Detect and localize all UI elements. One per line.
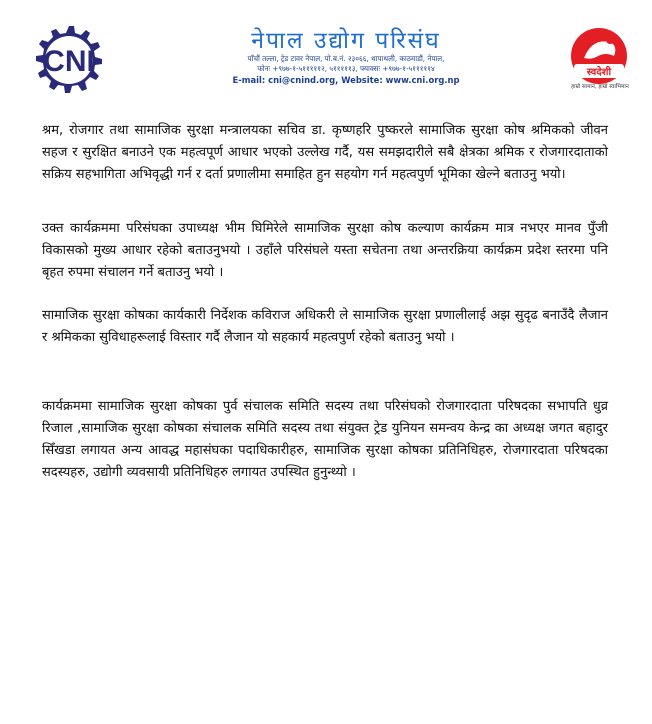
paragraph-1: श्रम, रोजगार तथा सामाजिक सुरक्षा मन्त्रालयका सचिव डा. कृष्णहरि पुष्करले सामाजिक सुरक्षा कोष श्रमिकको जीवन सहज र सुरक्षित बनाउने एक महत्वपूर्ण आधार भएको उल्लेख गर्दै, यस समझदारीले सबै क्षेत्रका श्रमिक र रोजगारदाताको सक्रिय सहभागिता अभिवृद्धी गर्न र दर्ता प्रणालीमा समाहित हुन सहयोग गर्न महत्वपुर्ण भूमिका खेल्ने बताउनु भयो।: [42, 123, 608, 182]
paragraph-3: सामाजिक सुरक्षा कोषका कार्यकारी निर्देशक कविराज अधिकरी ले सामाजिक सुरक्षा प्रणालीलाई अझ सुदृढ बनाउँदै लैजान र श्रमिकका सुविधाहरूलाई विस्तार गर्दै लैजान यो सहकार्य महत्वपुर्ण रहेको बताउनु भयो ।: [42, 308, 608, 345]
org-address: पाँचौं तल्ला, ट्रेड टावर नेपाल, पो.ब.नं. २३०६६, थापाथली, काठमाडौं, नेपाल,: [247, 54, 445, 63]
paragraph-4: कार्यक्रममा सामाजिक सुरक्षा कोषका पुर्व संचालक समिति सदस्य तथा परिसंघको रोजगारदाता परिषदका सभापति धुव्र रिजाल ,सामाजिक सुरक्षा कोषका संचालक समिति सदस्य तथा संयुक्त ट्रेड युनियन समन्वय केन्द्र का अध्यक्ष जगत बहादुर सिँखडा लगायत अन्य आवद्ध महासंघका पदाधिकारीहरु, सामाजिक सुरक्षा कोषका प्रतिनिधिहरु, रोजगारदाता परिषदका सदस्यहरु, उद्योगी व्यवसायी प्रतिनिधिहरु लगायत उपस्थित हुनुन्थ्यो ।: [42, 399, 608, 480]
paragraph-2: उक्त कार्यक्रममा परिसंघका उपाध्यक्ष भीम घिमिरेले सामाजिक सुरक्षा कोष कल्याण कार्यक्रम मात्र नभएर मानव पुँजी विकासको मुख्य आधार रहेको बताउनुभयो । उहाँले परिसंघले यस्ता सचेतना तथा अन्तरक्रिया कार्यक्रम प्रदेश स्तरमा पनि बृहत रुपमा संचालन गर्ने बताउनु भयो ।: [42, 221, 609, 280]
letterhead: [0, 0, 652, 100]
swadeshi-label: स्वदेशी: [586, 67, 612, 78]
org-info: [196, 28, 496, 86]
cni-logo-text: CNI: [43, 45, 95, 78]
org-phone: फोनः +९७७-१-५१११११२, ५१११११३, फ्याक्सः +९७७-१-५१११११४: [257, 64, 435, 73]
org-name: नेपाल उद्योग परिसंघ: [251, 28, 441, 54]
swadeshi-tagline: हाम्रो सामान, हाम्रो स्वाभिमान: [571, 84, 629, 90]
cni-logo: [33, 24, 105, 96]
org-email-website: E-mail: cni@cnind.org, Website: www.cni.org.np: [232, 75, 460, 85]
